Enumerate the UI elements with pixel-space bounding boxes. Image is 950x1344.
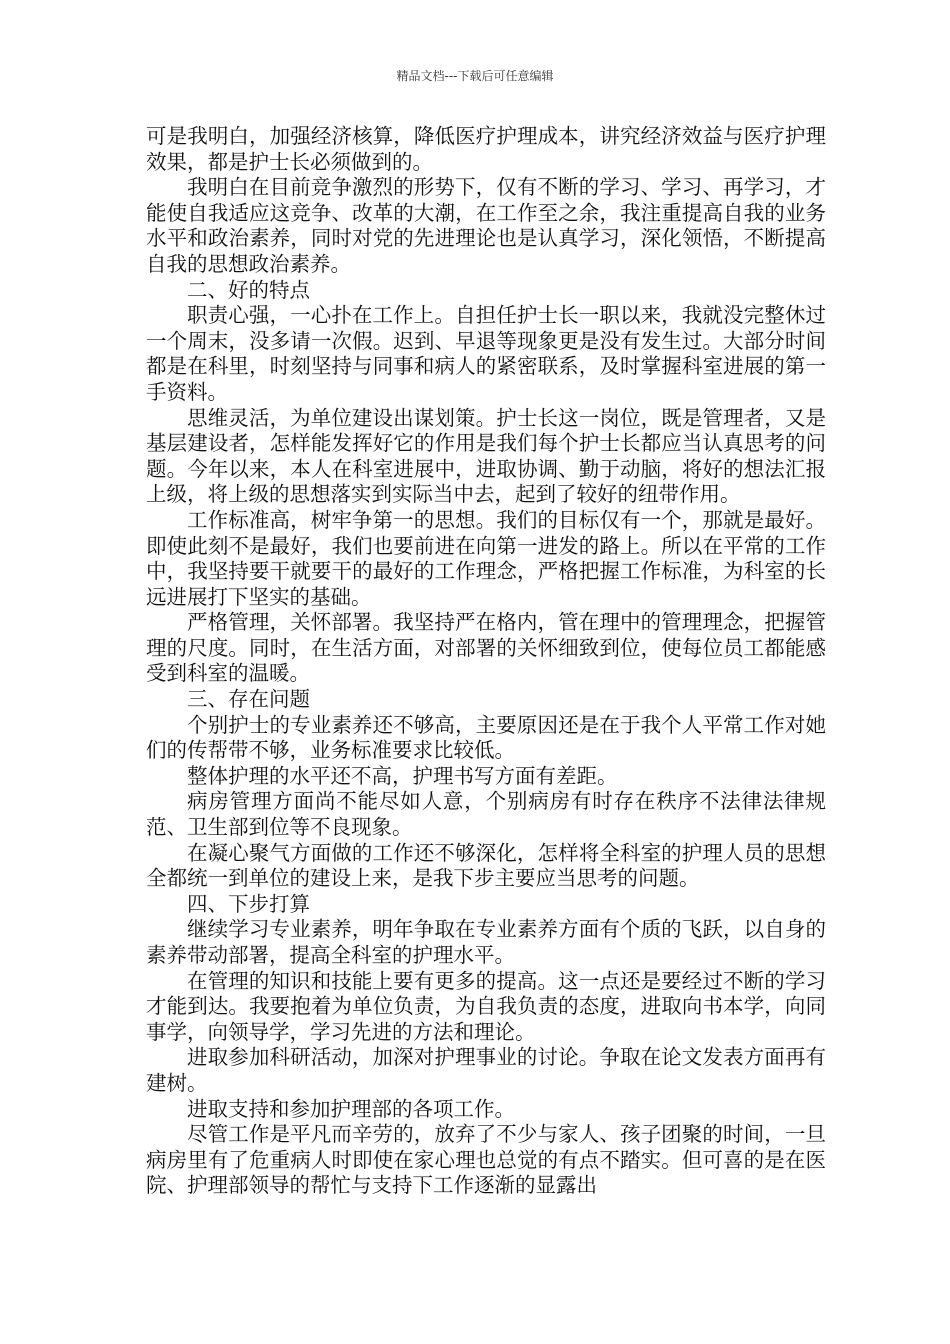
- paragraph: 工作标准高，树牢争第一的思想。我们的目标仅有一个，那就是最好。即使此刻不是最好，我们也要前进在向第一进发的路上。所以在平常的工作中，我坚持要干就要干的最好的工作理念，严格把握工作标准，为科室的长远进展打下坚实的基础。: [146, 507, 826, 609]
- paragraph: 职责心强，一心扑在工作上。自担任护士长一职以来，我就没完整休过一个周末，没多请一次假。迟到、早退等现象更是没有发生过。大部分时间都是在科里，时刻坚持与同事和病人的紧密联系，及时掌握科室进展的第一手资料。: [146, 303, 826, 404]
- paragraph: 进取参加科研活动，加深对护理事业的讨论。争取在论文发表方面再有建树。: [146, 1045, 826, 1095]
- section-heading: 四、下步打算: [187, 891, 310, 916]
- paragraph: 整体护理的水平还不高，护理书写方面有差距。: [187, 763, 618, 788]
- paragraph: 思维灵活，为单位建设出谋划策。护士长这一岗位，既是管理者，又是基层建设者，怎样能发挥好它的作用是我们每个护士长都应当认真思考的问题。今年以来，本人在科室进展中，进取协调、勤于动脑，将好的想法汇报上级，将上级的思想落实到实际当中去，起到了较好的纽带作用。: [146, 405, 826, 507]
- paragraph: 进取支持和参加护理部的各项工作。: [187, 1096, 515, 1121]
- paragraph: 可是我明白，加强经济核算，降低医疗护理成本，讲究经济效益与医疗护理效果，都是护士长必须做到的。: [146, 124, 826, 174]
- section-heading: 二、好的特点: [187, 277, 310, 302]
- paragraph: 在管理的知识和技能上要有更多的提高。这一点还是要经过不断的学习才能到达。我要抱着为单位负责，为自我负责的态度，进取向书本学，向同事学，向领导学，学习先进的方法和理论。: [146, 968, 826, 1044]
- paragraph: 尽管工作是平凡而辛劳的，放弃了不少与家人、孩子团聚的时间，一旦病房里有了危重病人时即使在家心理也总觉的有点不踏实。但可喜的是在医院、护理部领导的帮忙与支持下工作逐渐的显露出: [146, 1122, 826, 1198]
- paragraph: 病房管理方面尚不能尽如人意，个别病房有时存在秩序不法律法律规范、卫生部到位等不良现象。: [146, 789, 826, 840]
- paragraph: 我明白在目前竞争激烈的形势下，仅有不断的学习、学习、再学习，才能使自我适应这竞争、改革的大潮，在工作至之余，我注重提高自我的业务水平和政治素养，同时对党的先进理论也是认真学习，深化领悟，不断提高自我的思想政治素养。: [146, 175, 826, 276]
- paragraph: 严格管理，关怀部署。我坚持严在格内，管在理中的管理理念，把握管理的尺度。同时，在生活方面，对部署的关怀细致到位，使每位员工都能感受到科室的温暖。: [146, 610, 826, 686]
- paragraph: 个别护士的专业素养还不够高，主要原因还是在于我个人平常工作对她们的传帮带不够，业务标准要求比较低。: [146, 712, 826, 763]
- paragraph: 在凝心聚气方面做的工作还不够深化，怎样将全科室的护理人员的思想全都统一到单位的建设上来，是我下步主要应当思考的问题。: [146, 840, 826, 891]
- section-heading: 三、存在问题: [187, 687, 310, 712]
- page-header: 精品文档---下载后可任意编辑: [396, 69, 554, 83]
- document-body: [146, 124, 826, 1199]
- paragraph: 继续学习专业素养，明年争取在专业素养方面有个质的飞跃，以自身的素养带动部署，提高全科室的护理水平。: [146, 917, 826, 967]
